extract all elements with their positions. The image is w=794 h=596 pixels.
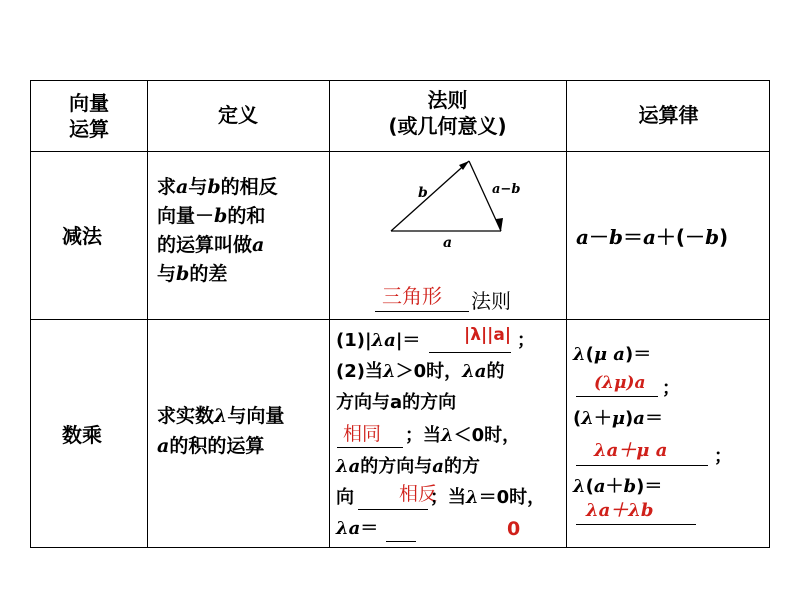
law-s2: ； <box>714 446 732 467</box>
blank-underline <box>337 447 403 448</box>
rule-line-2: (2)当λ＞0时，λa的 <box>336 361 505 382</box>
blank-underline <box>576 465 708 466</box>
rule-line-1: (1)|λa|＝ <box>336 330 421 351</box>
blank-underline <box>375 311 469 312</box>
answer-same: 相同 <box>343 423 382 445</box>
row-name-scalar: 数乘 <box>62 423 102 447</box>
header-text: 法则 <box>427 88 468 112</box>
answer-dist2: λa＋λb <box>586 500 654 521</box>
definition-line: 与b的差 <box>157 263 228 285</box>
divider <box>31 151 769 152</box>
definition-line: 求实数λ与向量 <box>157 405 285 427</box>
rule-line-6: ；当λ＝0时， <box>430 487 546 508</box>
rule-line-5: λa的方向与a的方 <box>336 456 480 477</box>
header-definition: 定义 <box>218 103 258 127</box>
triangle-answer: 三角形 <box>382 284 442 308</box>
header-text: 运算 <box>69 117 109 141</box>
blank-underline <box>429 352 511 353</box>
vector-operations-table <box>30 80 770 548</box>
rule-line-7: λa＝ <box>336 518 379 539</box>
label-a: a <box>443 235 453 251</box>
header-rule <box>329 87 566 139</box>
header-text: (或几何意义) <box>388 114 507 138</box>
answer-dist1: λa＋μ a <box>594 440 668 461</box>
label-b: b <box>418 185 428 201</box>
subtraction-law: a－b＝a＋(－b) <box>576 225 729 249</box>
law-line-3: λ(a＋b)＝ <box>573 476 663 497</box>
rule-suffix: 法则 <box>471 289 511 313</box>
definition-line: 向量－b的和 <box>157 205 266 227</box>
law-line-2: (λ＋μ)a＝ <box>573 408 663 429</box>
blank-underline <box>576 396 658 397</box>
row-name-subtraction: 减法 <box>62 224 102 248</box>
rule-l1-suffix: ； <box>517 330 535 351</box>
header-text: 向量 <box>69 91 109 115</box>
answer-zero: 0 <box>507 518 521 540</box>
header-operation <box>31 90 147 142</box>
definition-line: 的运算叫做a <box>157 234 265 256</box>
header-law: 运算律 <box>638 103 699 127</box>
definition-line: 求a与b的相反 <box>157 176 278 198</box>
blank-underline <box>576 524 696 525</box>
rule-line-4: ；当λ＜0时， <box>405 425 521 446</box>
answer-assoc: (λμ)a <box>594 373 646 393</box>
blank-underline <box>386 541 416 542</box>
answer-opposite: 相反 <box>399 483 438 505</box>
definition-line: a的积的运算 <box>157 435 265 457</box>
rule-l6-prefix: 向 <box>336 487 354 508</box>
subtraction-definition <box>157 175 278 286</box>
triangle-diagram <box>371 155 521 255</box>
divider <box>31 319 769 320</box>
law-s1: ； <box>662 378 680 399</box>
rule-line-3: 方向与a的方向 <box>336 392 457 413</box>
blank-underline <box>358 509 428 510</box>
label-a-minus-b: a−b <box>492 182 521 197</box>
law-line-1: λ(μ a)＝ <box>573 344 652 365</box>
answer-abs: |λ||a| <box>464 325 512 345</box>
